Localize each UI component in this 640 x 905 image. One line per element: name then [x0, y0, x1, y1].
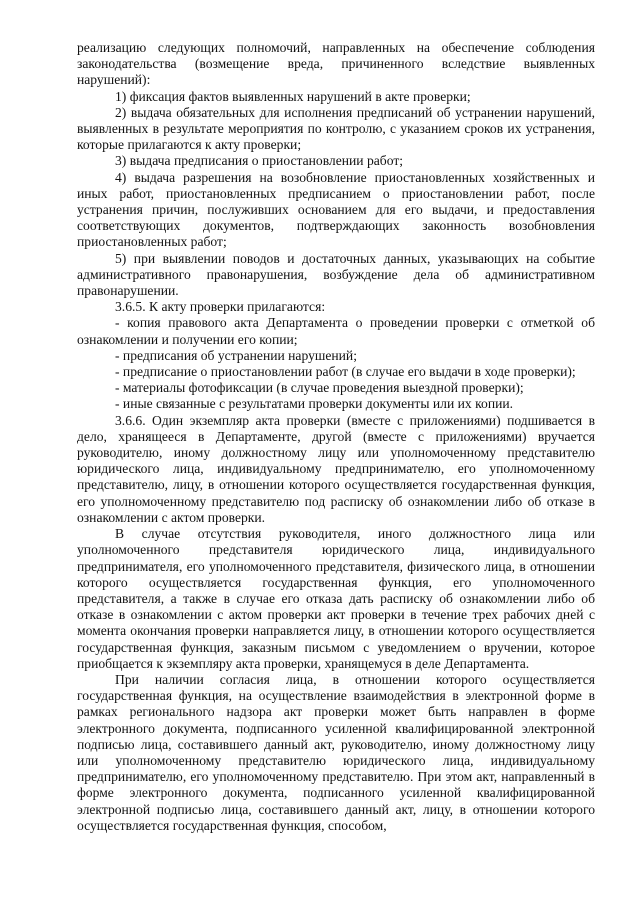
section-heading: 3.6.5. К акту проверки прилагаются:: [115, 299, 326, 315]
paragraph: При наличии согласия лица, в отношении которого осуществляется государственная функция, на осуществление взаимодействия в электронной форме в рамках регионального надзора акт проверки может быть направлен в форме электронного документа, подписанного усиленной квалифицированной электронной подписью лица, составившего данный акт, руководителю, иному должностному лицу или уполномоченному представителю юридического лица, индивидуальному предпринимателю, его уполномоченному представителю. При этом акт, направленный в форме электронного документа, подписанного усиленной квалифицированной электронной подписью лица, составившего данный акт, лицу, в отношении которого осуществляется государственная функция, способом,: [77, 671, 595, 833]
paragraph: 1) фиксация фактов выявленных нарушений в акте проверки;: [115, 88, 471, 104]
paragraph: 4) выдача разрешения на возобновление приостановленных хозяйственных и иных работ, приостановленных предписанием о приостановлении работ, после устранения причин, послуживших основанием для его выдачи, и предоставления соответствующих документов, подтверждающих законность возобновления приостановленных работ;: [77, 169, 595, 250]
list-item: - материалы фотофиксации (в случае проведения выездной проверки);: [115, 380, 524, 396]
paragraph: 3) выдача предписания о приостановлении работ;: [115, 153, 404, 169]
paragraph: 3.6.6. Один экземпляр акта проверки (вместе с приложениями) подшивается в дело, хранящееся в Департаменте, другой (вместе с приложениями) вручается руководителю, иному должностному лицу или уполномоченному представителю юридического лица, индивидуальному предпринимателю, его уполномоченному представителю, лицу, в отношении которого осуществляется государственная функция, его уполномоченному представителю под расписку об ознакомлении либо об отказе в ознакомлении с актом проверки.: [77, 412, 595, 525]
list-item: - копия правового акта Департамента о проведении проверки с отметкой об ознакомлении и получении его копии;: [77, 315, 595, 347]
list-item: - предписание о приостановлении работ (в случае его выдачи в ходе проверки);: [115, 364, 576, 380]
paragraph: реализацию следующих полномочий, направленных на обеспечение соблюдения законодательства (возмещение вреда, причиненного вследствие выявленных нарушений):: [77, 40, 595, 88]
list-item: - иные связанные с результатами проверки документы или их копии.: [115, 396, 514, 412]
list-item: - предписания об устранении нарушений;: [115, 347, 357, 363]
document-body: [77, 40, 595, 834]
paragraph: 5) при выявлении поводов и достаточных данных, указывающих на событие административного правонарушения, возбуждение дела об административном правонарушении.: [77, 250, 595, 299]
paragraph: В случае отсутствия руководителя, иного должностного лица или уполномоченного представителя юридического лица, индивидуального предпринимателя, его уполномоченного представителя, физического лица, в отношении которого осуществляется государственная функция, его уполномоченного представителя, а также в случае его отказа дать расписку об ознакомлении либо об отказе в ознакомлении с актом проверки акт проверки в течение трех рабочих дней с момента окончания проверки направляется лицу, в отношении которого осуществляется государственная функция, заказным письмом с уведомлением о вручении, которое приобщается к экземпляру акта проверки, хранящемуся в деле Департамента.: [77, 526, 595, 671]
paragraph: 2) выдача обязательных для исполнения предписаний об устранении нарушений, выявленных в результате мероприятия по контролю, с указанием сроков их устранения, которые прилагаются к акту проверки;: [77, 104, 595, 153]
